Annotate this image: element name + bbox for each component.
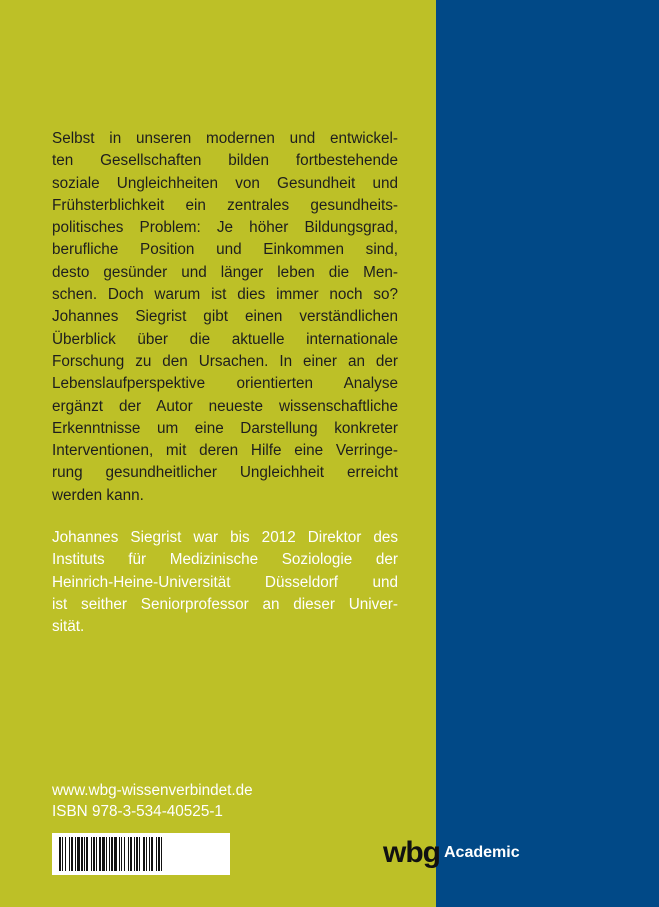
barcode-bar	[59, 837, 61, 871]
blurb-line: werden kann.	[52, 486, 144, 504]
barcode-bar	[96, 837, 97, 871]
bio-line: Heinrich-Heine-Universität Düsseldorf und	[52, 573, 398, 591]
barcode-bar	[146, 837, 147, 871]
bio-line: sität.	[52, 618, 85, 636]
blurb-line: Selbst in unseren modernen und entwickel-	[52, 130, 398, 147]
isbn-text: ISBN 978-3-534-40525-1	[52, 803, 223, 820]
barcode-bar	[91, 837, 92, 871]
blurb-line: rung gesundheitlicher Ungleichheit erreicht	[52, 464, 398, 482]
blurb-line: Forschung zu den Ursachen. In einer an der	[52, 352, 398, 370]
cover-right-panel	[436, 0, 659, 907]
bio-line: Instituts für Medizinische Soziologie der	[52, 551, 398, 569]
blurb-line: berufliche Position und Einkommen sind,	[52, 241, 398, 259]
barcode-bar	[65, 837, 66, 871]
blurb-line: Lebenslaufperspektive orientierten Analyse	[52, 375, 398, 393]
academic-imprint-text: Academic	[444, 844, 520, 861]
blurb-line: Johannes Siegrist gibt einen verständlichen	[52, 308, 398, 326]
barcode-bar	[130, 837, 132, 871]
blurb-line: politisches Problem: Je höher Bildungsgrad,	[52, 219, 398, 237]
barcode-bar	[151, 837, 153, 871]
barcode-bar	[99, 837, 101, 871]
barcode-bar	[81, 837, 83, 871]
barcode-bar	[119, 837, 120, 871]
barcode-bar	[128, 837, 129, 871]
barcode-bar	[158, 837, 160, 871]
author-bio-paragraph	[52, 527, 398, 638]
barcode-bar	[77, 837, 80, 871]
blurb-line: ten Gesellschaften bilden fortbestehende	[52, 152, 398, 170]
barcode-bar	[139, 837, 140, 871]
barcode-bar	[149, 837, 150, 871]
barcode-bar	[114, 837, 117, 871]
barcode-bar	[111, 837, 113, 871]
blurb-line: Interventionen, mit deren Hilfe eine Verringe-	[52, 442, 398, 460]
blurb-line: Erkenntnisse um eine Darstellung konkreter	[52, 419, 398, 437]
barcode-bar	[121, 837, 122, 871]
barcode-bar	[84, 837, 85, 871]
back-cover-blurb	[52, 128, 398, 639]
barcode-bar	[102, 837, 105, 871]
blurb-line: ergänzt der Autor neueste wissenschaftliche	[52, 397, 398, 415]
bio-line: Johannes Siegrist war bis 2012 Direktor des	[52, 529, 398, 547]
isbn-barcode	[52, 833, 230, 875]
barcode-bar	[106, 837, 107, 871]
barcode-bar	[124, 837, 125, 871]
description-paragraph	[52, 128, 398, 507]
barcode-bar	[136, 837, 138, 871]
barcode-bar	[134, 837, 135, 871]
barcode-bar	[93, 837, 95, 871]
barcode-bar	[161, 837, 162, 871]
blurb-line: desto gesünder und länger leben die Men-	[52, 263, 398, 281]
barcode-bar	[86, 837, 88, 871]
barcode-bar	[156, 837, 157, 871]
barcode-bar	[75, 837, 76, 871]
barcode-bar	[69, 837, 70, 871]
publisher-website[interactable]: www.wbg-wissenverbindet.de	[52, 782, 253, 799]
barcode-bar	[143, 837, 145, 871]
wbg-logo-text: wbg	[383, 836, 440, 869]
barcode-bar	[109, 837, 110, 871]
blurb-line: Frühsterblichkeit ein zentrales gesundheits-	[52, 196, 398, 214]
bio-line: ist seither Seniorprofessor an dieser Univer-	[52, 595, 398, 613]
publisher-logo	[383, 838, 520, 878]
barcode-bar	[71, 837, 73, 871]
barcode-bar	[62, 837, 63, 871]
blurb-line: Überblick über die aktuelle internationale	[52, 330, 398, 348]
blurb-line: soziale Ungleichheiten von Gesundheit und	[52, 174, 398, 192]
book-info	[52, 780, 253, 822]
blurb-line: schen. Doch warum ist dies immer noch so?	[52, 286, 398, 304]
